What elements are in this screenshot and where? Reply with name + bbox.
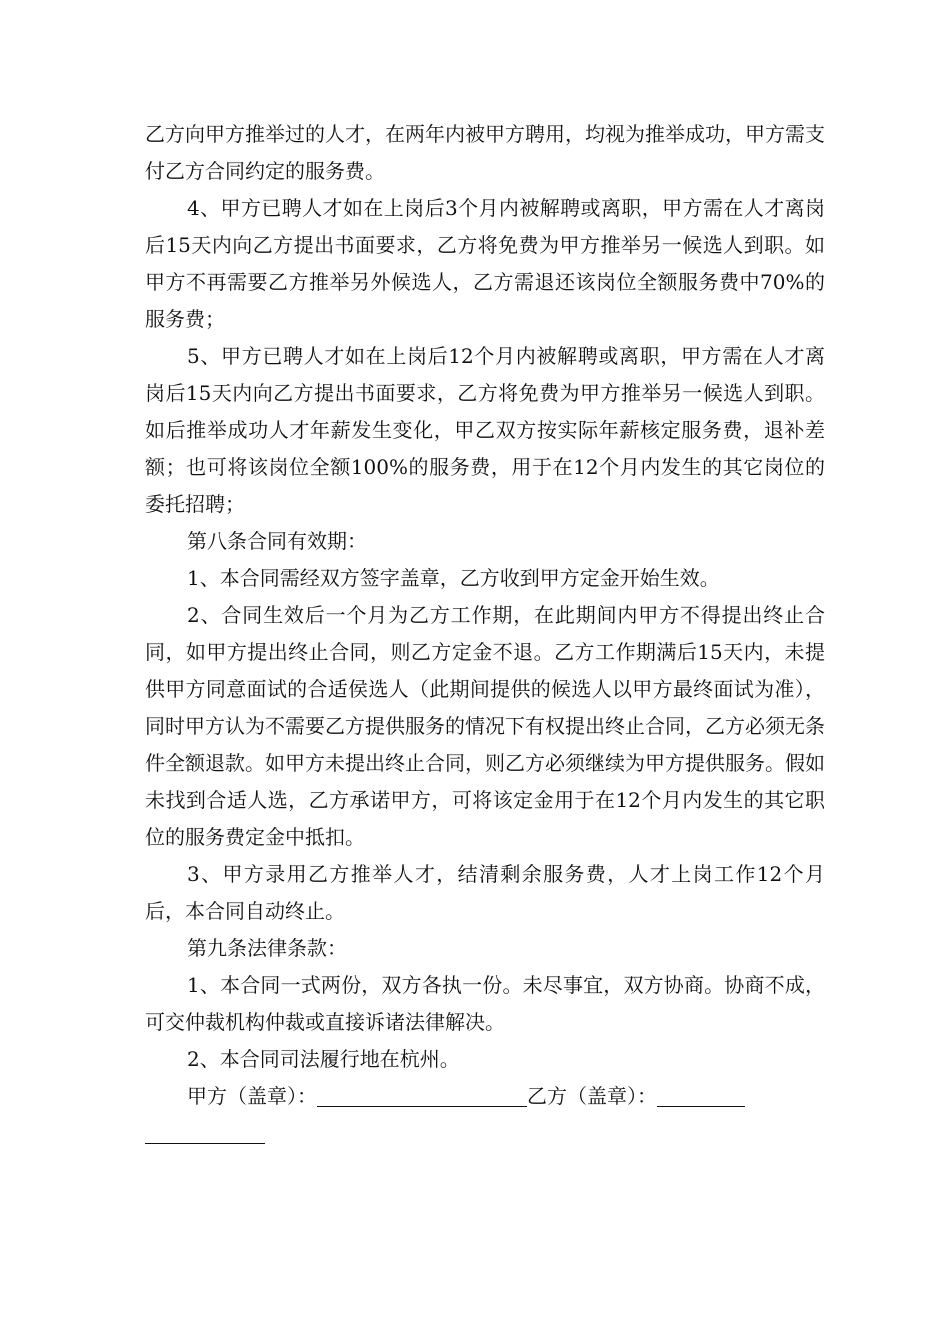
signature-line-continued (145, 1115, 825, 1152)
paragraph-10: 2、本合同司法履行地在杭州。 (187, 1047, 460, 1071)
signature-line (145, 1078, 825, 1115)
paragraph-1: 乙方向甲方推举过的人才，在两年内被甲方聘用，均视为推举成功，甲方需支付乙方合同约定的服务费。 (145, 122, 825, 183)
party-b-label: 乙方（盖章）： (527, 1084, 657, 1108)
paragraph-6: 2、合同生效后一个月为乙方工作期，在此期间内甲方不得提出终止合同，如甲方提出终止合同，则乙方定金不退。乙方工作期满后15天内，未提供甲方同意面试的合适侯选人（此期间提供的候选人以甲方最终面试为准），同时甲方认为不需要乙方提供服务的情况下有权提出终止合同，乙方必须无条件全额退款。如甲方未提出终止合同，则乙方必须继续为甲方提供服务。假如未找到合适人选，乙方承诺甲方，可将该定金用于在12个月内发生的其它职位的服务费定金中抵扣。 (145, 603, 825, 849)
section-heading-article-8: 第八条合同有效期： (187, 529, 367, 553)
party-b-blank-continued (145, 1121, 265, 1144)
document-page (145, 116, 825, 1152)
paragraph-9: 1、本合同一式两份，双方各执一份。未尽事宜，双方协商。协商不成，可交仲裁机构仲裁或直接诉诸法律解决。 (145, 973, 825, 1034)
paragraph-5: 1、本合同需经双方签字盖章，乙方收到甲方定金开始生效。 (187, 566, 720, 590)
paragraph-3: 5、甲方已聘人才如在上岗后12个月内被解聘或离职，甲方需在人才离岗后15天内向乙方提出书面要求，乙方将免费为甲方推举另一候选人到职。如后推举成功人才年薪发生变化，甲乙双方按实际年薪核定服务费，退补差额；也可将该岗位全额100%的服务费，用于在12个月内发生的其它岗位的委托招聘； (145, 344, 825, 516)
party-a-blank (317, 1084, 527, 1107)
section-heading-article-9: 第九条法律条款： (187, 936, 347, 960)
party-a-label: 甲方（盖章）： (187, 1084, 317, 1108)
paragraph-7: 3、甲方录用乙方推举人才，结清剩余服务费，人才上岗工作12个月后，本合同自动终止。 (145, 862, 825, 923)
paragraph-2: 4、甲方已聘人才如在上岗后3个月内被解聘或离职，甲方需在人才离岗后15天内向乙方提出书面要求，乙方将免费为甲方推举另一候选人到职。如甲方不再需要乙方推举另外候选人，乙方需退还该岗位全额服务费中70%的服务费； (145, 196, 825, 331)
party-b-blank (657, 1084, 745, 1107)
